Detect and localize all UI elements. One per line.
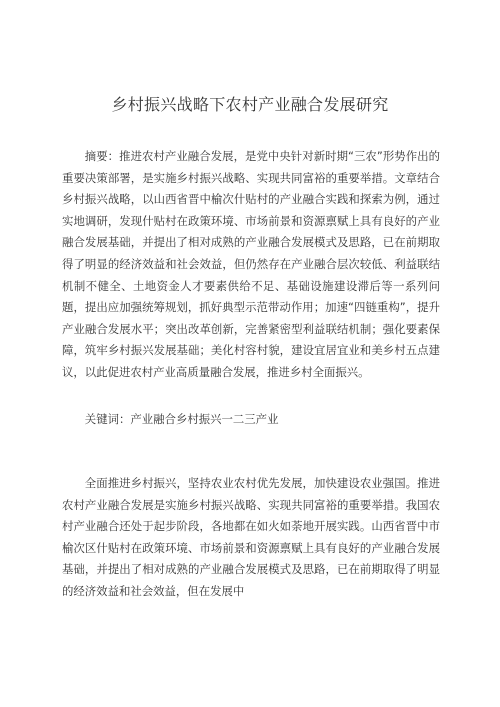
keywords-text: 产业融合乡村振兴一二三产业 [130,412,279,426]
keywords-label: 关键词： [84,412,131,426]
page-title: 乡村振兴战略下农村产业融合发展研究 [111,95,389,114]
abstract-text: 推进农村产业融合发展，是党中央针对新时期“三农”形势作出的重要决策部署，是实施乡村振兴战略、实现共同富裕的重要举措。文章结合乡村振兴战略，以山西省晋中榆次什贴村的产业融合实践和探索为例，通过实地调研，发现什贴村在政策环境、市场前景和资源禀赋上具有良好的产业融合发展基础，并提出了相对成熟的产业融合发展模式及思路，已在前期取得了明显的经济效益和社会效益，但仍然存在产业融合层次较低、利益联结机制不健全、土地资金人才要素供给不足、基础设施建设滞后等一系列问题，提出应加强统筹规划，抓好典型示范带动作用；加速“四链重构”，提升产业融合发展水平；突出改革创新，完善紧密型利益联结机制；强化要素保障，筑牢乡村振兴发展基础；美化村容村貌，建设宜居宜业和美乡村五点建议，以此促进农村产业高质量融合发展，推进乡村全面振兴。 [62,149,440,379]
keywords-line [62,409,440,431]
body-paragraph: 全面推进乡村振兴，坚持农业农村优先发展，加快建设农业强国。推进农村产业融合发展是实施乡村振兴战略、实现共同富裕的重要举措。我国农村产业融合还处于起步阶段，各地都在如火如荼地开展实践。山西省晋中市榆次区什贴村在政策环境、市场前景和资源禀赋上具有良好的产业融合发展基础，并提出了相对成熟的产业融合发展模式及思路，已在前期取得了明显的经济效益和社会效益，但在发展中 [62,476,440,598]
abstract-label: 摘要： [84,149,120,163]
abstract-paragraph [62,146,440,384]
